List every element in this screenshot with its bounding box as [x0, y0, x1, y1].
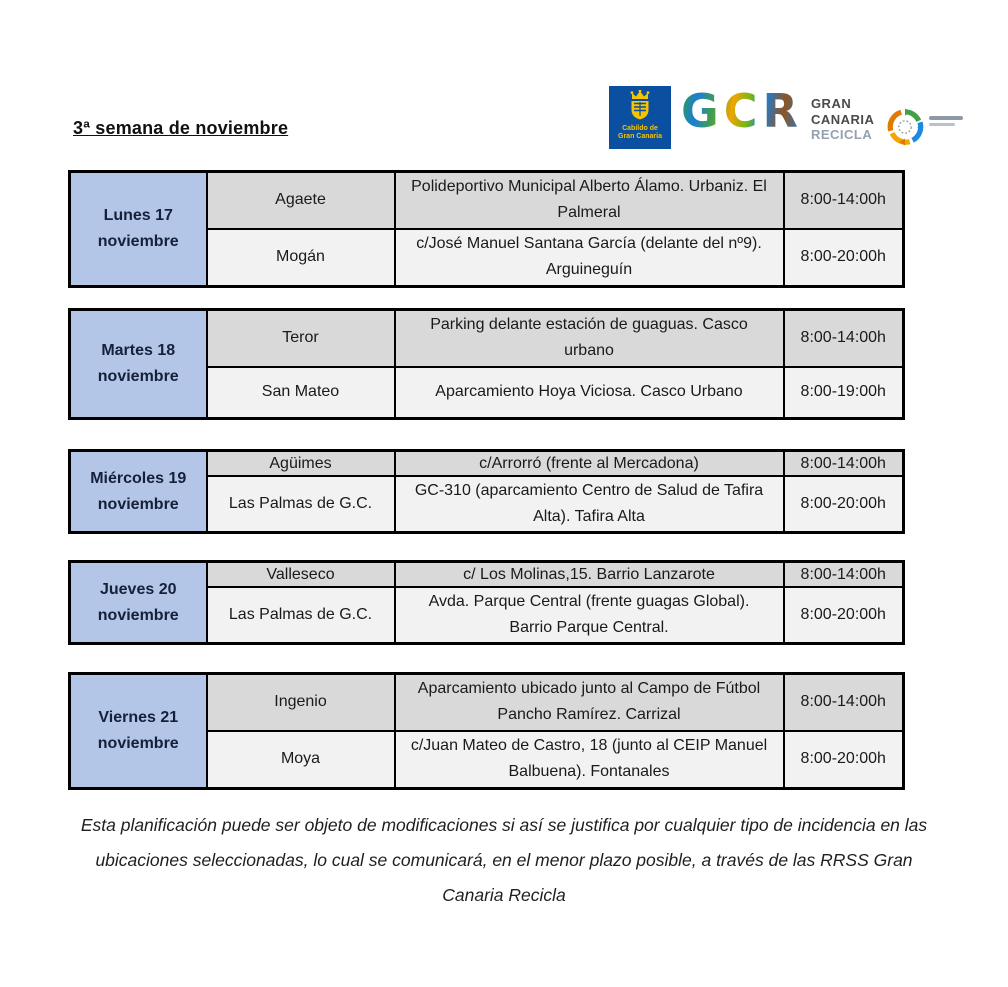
- time-cell: 8:00-14:00h: [784, 674, 904, 731]
- day-month: noviembre: [97, 232, 179, 250]
- gran-canaria-recicla-wordmark: [811, 96, 874, 143]
- brand-line-gran: GRAN: [810, 96, 852, 111]
- municipality-cell: Ingenio: [207, 674, 395, 731]
- location-cell: c/José Manuel Santana García (delante del nº9). Arguineguín: [395, 229, 784, 286]
- location-cell: Aparcamiento ubicado junto al Campo de Fútbol Pancho Ramírez. Carrizal: [395, 674, 784, 731]
- day-name: Martes 18: [101, 342, 176, 360]
- day-month: noviembre: [97, 734, 179, 752]
- schedule-table-lunes-17: [68, 170, 905, 288]
- location-cell: Polideportivo Municipal Alberto Álamo. Urbaniz. El Palmeral: [395, 172, 784, 229]
- schedule-table-martes-18: [68, 308, 905, 420]
- municipality-cell: Agüimes: [207, 451, 395, 476]
- cabildo-logo-caption: [618, 125, 662, 141]
- brand-line-canaria: CANARIA: [810, 111, 875, 127]
- time-cell: 8:00-19:00h: [784, 367, 904, 419]
- time-cell: 8:00-20:00h: [784, 587, 904, 644]
- table-row: [70, 310, 904, 367]
- header-logos: [609, 86, 963, 152]
- circle-logo-caption: [929, 116, 963, 126]
- day-month: noviembre: [97, 495, 179, 513]
- circle-caption-text-line1: [929, 116, 963, 120]
- cabildo-caption-line2: Gran Canaria: [618, 133, 662, 141]
- time-cell: 8:00-20:00h: [784, 229, 904, 286]
- location-cell: GC-310 (aparcamiento Centro de Salud de Tafira Alta). Tafira Alta: [395, 476, 784, 533]
- circle-caption-text-line2: [929, 123, 955, 126]
- municipality-cell: Las Palmas de G.C.: [207, 476, 395, 533]
- time-cell: 8:00-14:00h: [784, 451, 904, 476]
- table-row: [70, 451, 904, 476]
- circular-arrows-icon: [886, 108, 924, 151]
- day-month: noviembre: [97, 368, 179, 386]
- cabildo-caption-line1: Cabildo de: [622, 125, 658, 132]
- gcr-logo-letters: GCR: [681, 84, 803, 138]
- table-row: [70, 674, 904, 731]
- time-cell: 8:00-20:00h: [784, 731, 904, 788]
- day-cell: [70, 674, 207, 789]
- day-cell: [70, 310, 207, 419]
- time-cell: 8:00-14:00h: [784, 310, 904, 367]
- time-cell: 8:00-14:00h: [784, 172, 904, 229]
- municipality-cell: Mogán: [207, 229, 395, 286]
- day-name: Jueves 20: [99, 580, 177, 598]
- brand-line-recicla: RECICLA: [810, 127, 873, 143]
- day-cell: [70, 172, 207, 287]
- location-cell: c/ Los Molinas,15. Barrio Lanzarote: [395, 562, 784, 587]
- location-cell: Parking delante estación de guaguas. Casco urbano: [395, 310, 784, 367]
- schedule-table-viernes-21: [68, 672, 905, 790]
- schedule-table-miercoles-19: [68, 449, 905, 534]
- day-name: Miércoles 19: [90, 469, 187, 487]
- table-row: [70, 562, 904, 587]
- municipality-cell: Teror: [207, 310, 395, 367]
- location-cell: Aparcamiento Hoya Viciosa. Casco Urbano: [395, 367, 784, 419]
- municipality-cell: San Mateo: [207, 367, 395, 419]
- day-cell: [70, 451, 207, 533]
- time-cell: 8:00-20:00h: [784, 476, 904, 533]
- schedule-table-jueves-20: [68, 560, 905, 645]
- municipality-cell: Las Palmas de G.C.: [207, 587, 395, 644]
- municipality-cell: Moya: [207, 731, 395, 788]
- footer-note: Esta planificación puede ser objeto de modificaciones si así se justifica por cualquier tipo de incidencia en las ubicaciones seleccionadas, lo cual se comunicará, en el menor plazo posible, a través de las RRSS Gran Canaria Recicla: [80, 815, 928, 905]
- day-name: Viernes 21: [98, 708, 179, 726]
- location-cell: c/Arrorró (frente al Mercadona): [395, 451, 784, 476]
- day-month: noviembre: [97, 606, 179, 624]
- day-name: Lunes 17: [103, 206, 173, 224]
- location-cell: c/Juan Mateo de Castro, 18 (junto al CEIP Manuel Balbuena). Fontanales: [395, 731, 784, 788]
- table-row: [70, 172, 904, 229]
- day-cell: [70, 562, 207, 644]
- municipality-cell: Agaete: [207, 172, 395, 229]
- time-cell: 8:00-14:00h: [784, 562, 904, 587]
- municipality-cell: Valleseco: [207, 562, 395, 587]
- cabildo-gran-canaria-logo: [609, 86, 671, 149]
- cabildo-crest-icon: [625, 90, 655, 124]
- page-title: 3ª semana de noviembre: [73, 118, 289, 138]
- location-cell: Avda. Parque Central (frente guagas Global). Barrio Parque Central.: [395, 587, 784, 644]
